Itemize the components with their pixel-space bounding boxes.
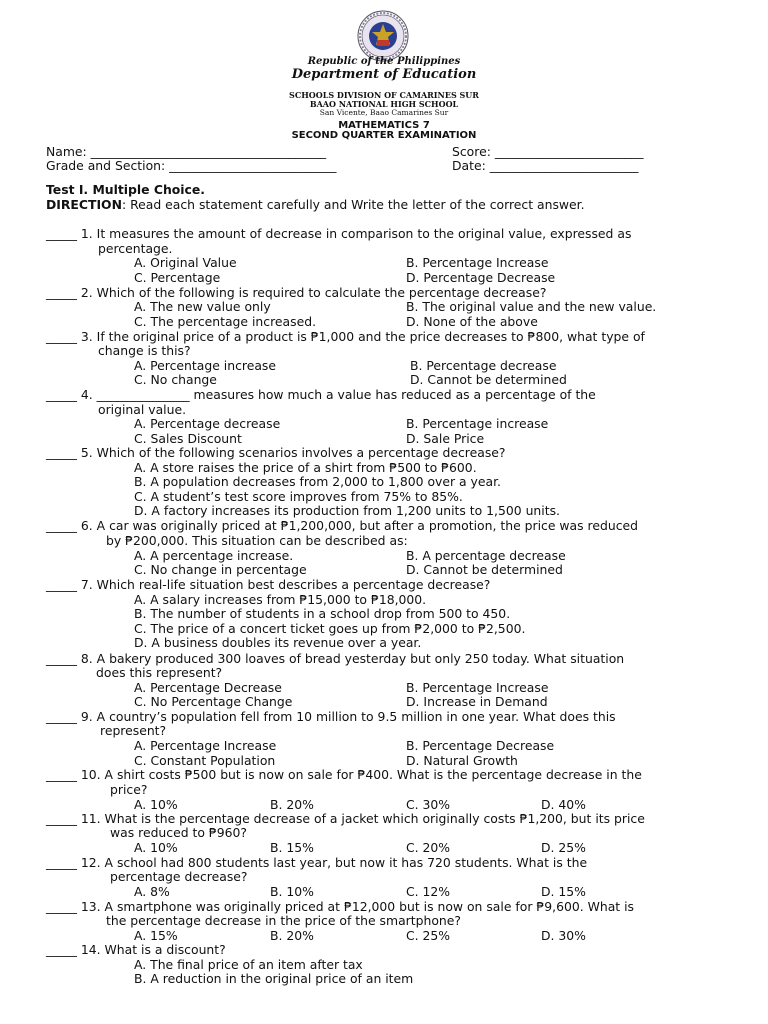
question-13: _____ 13. A smartphone was originally priced at ₱12,000 but is now on sale for ₱9,600. What is <box>46 899 634 914</box>
question-5: _____ 5. Which of the following scenarios involves a percentage decrease? <box>46 445 506 460</box>
question-11-continued: was reduced to ₱960? <box>110 825 248 840</box>
question-9: _____ 9. A country’s population fell from 10 million to 9.5 million in one year. What does this <box>46 709 616 724</box>
question-1: _____ 1. It measures the amount of decrease in comparison to the original value, expressed as <box>46 226 632 241</box>
q8-option-b: B. Percentage Increase <box>406 680 549 695</box>
question-11: _____ 11. What is the percentage decrease of a jacket which originally costs ₱1,200, but its price <box>46 811 645 826</box>
question-13-continued: the percentage decrease in the price of the smartphone? <box>106 913 461 928</box>
q12-option-b: B. 10% <box>270 884 314 899</box>
q5-option-a: A. A store raises the price of a shirt from ₱500 to ₱600. <box>134 460 477 475</box>
q5-option-c: C. A student’s test score improves from 75% to 85%. <box>134 489 463 504</box>
question-4: _____ 4. _______________ measures how much a value has reduced as a percentage of the <box>46 387 596 402</box>
q5-option-b: B. A population decreases from 2,000 to 1,800 over a year. <box>134 474 501 489</box>
q1-option-a: A. Original Value <box>134 255 237 270</box>
q10-option-a: A. 10% <box>134 797 178 812</box>
q13-option-a: A. 15% <box>134 928 178 943</box>
direction <box>46 197 585 212</box>
q8-option-d: D. Increase in Demand <box>406 694 548 709</box>
q10-option-b: B. 20% <box>270 797 314 812</box>
test-title: Test I. Multiple Choice. <box>46 182 205 197</box>
question-6-continued: by ₱200,000. This situation can be described as: <box>106 533 408 548</box>
q7-option-b: B. The number of students in a school drop from 500 to 450. <box>134 606 511 621</box>
q11-option-b: B. 15% <box>270 840 314 855</box>
division-heading: SCHOOLS DIVISION OF CAMARINES SUR <box>289 90 479 100</box>
q6-option-d: D. Cannot be determined <box>406 562 563 577</box>
q10-option-d: D. 40% <box>541 797 586 812</box>
q12-option-d: D. 15% <box>541 884 586 899</box>
question-12: _____ 12. A school had 800 students last year, but now it has 720 students. What is the <box>46 855 588 870</box>
question-8: _____ 8. A bakery produced 300 loaves of bread yesterday but only 250 today. What situation <box>46 651 625 666</box>
question-9-continued: represent? <box>100 723 167 738</box>
grade-section-field: Grade and Section: ___________________________ <box>46 158 337 173</box>
q2-option-d: D. None of the above <box>406 314 538 329</box>
q9-option-d: D. Natural Growth <box>406 753 518 768</box>
question-10-continued: price? <box>110 782 148 797</box>
q9-option-a: A. Percentage Increase <box>134 738 277 753</box>
q11-option-d: D. 25% <box>541 840 586 855</box>
department-heading: Department of Education <box>291 67 477 82</box>
school-heading: BAAO NATIONAL HIGH SCHOOL <box>309 99 459 109</box>
question-3-continued: change is this? <box>98 343 191 358</box>
question-8-continued: does this represent? <box>96 665 223 680</box>
q3-option-b: B. Percentage decrease <box>410 358 557 373</box>
q7-option-c: C. The price of a concert ticket goes up from ₱2,000 to ₱2,500. <box>134 621 526 636</box>
deped-seal-icon <box>357 10 409 62</box>
q4-option-a: A. Percentage decrease <box>134 416 281 431</box>
q2-option-a: A. The new value only <box>134 299 271 314</box>
q14-option-a: A. The final price of an item after tax <box>134 957 363 972</box>
q4-option-b: B. Percentage increase <box>406 416 549 431</box>
q11-option-a: A. 10% <box>134 840 178 855</box>
republic-heading: Republic of the Philippines <box>307 56 461 67</box>
question-4-continued: original value. <box>98 402 187 417</box>
q1-option-d: D. Percentage Decrease <box>406 270 556 285</box>
q4-option-c: C. Sales Discount <box>134 431 242 446</box>
q3-option-c: C. No change <box>134 372 217 387</box>
q12-option-a: A. 8% <box>134 884 170 899</box>
q14-option-b: B. A reduction in the original price of an item <box>134 971 414 986</box>
direction-text: : Read each statement carefully and Write the letter of the correct answer. <box>121 197 585 212</box>
q1-option-c: C. Percentage <box>134 270 221 285</box>
score-field: Score: ________________________ <box>452 144 644 159</box>
q8-option-a: A. Percentage Decrease <box>134 680 282 695</box>
q11-option-c: C. 20% <box>406 840 451 855</box>
question-12-continued: percentage decrease? <box>110 869 248 884</box>
question-6: _____ 6. A car was originally priced at ₱1,200,000, but after a promotion, the price was reduced <box>46 518 638 533</box>
q7-option-d: D. A business doubles its revenue over a year. <box>134 635 422 650</box>
question-2: _____ 2. Which of the following is required to calculate the percentage decrease? <box>46 285 547 300</box>
q2-option-c: C. The percentage increased. <box>134 314 317 329</box>
q9-option-b: B. Percentage Decrease <box>406 738 555 753</box>
q3-option-d: D. Cannot be determined <box>410 372 567 387</box>
question-3: _____ 3. If the original price of a product is ₱1,000 and the price decreases to ₱800, what type of <box>46 329 645 344</box>
date-field: Date: ________________________ <box>452 158 639 173</box>
subject-title: MATHEMATICS 7 <box>338 120 430 131</box>
q13-option-d: D. 30% <box>541 928 586 943</box>
q6-option-a: A. A percentage increase. <box>134 548 294 563</box>
q8-option-c: C. No Percentage Change <box>134 694 293 709</box>
question-1-continued: percentage. <box>98 241 173 256</box>
direction-label: DIRECTION <box>46 197 122 212</box>
q13-option-c: C. 25% <box>406 928 451 943</box>
q12-option-c: C. 12% <box>406 884 451 899</box>
exam-title: SECOND QUARTER EXAMINATION <box>291 130 477 141</box>
q4-option-d: D. Sale Price <box>406 431 485 446</box>
question-10: _____ 10. A shirt costs ₱500 but is now on sale for ₱400. What is the percentage decrease in the <box>46 767 642 782</box>
q2-option-b: B. The original value and the new value. <box>406 299 657 314</box>
q5-option-d: D. A factory increases its production from 1,200 units to 1,500 units. <box>134 503 560 518</box>
q6-option-b: B. A percentage decrease <box>406 548 566 563</box>
q9-option-c: C. Constant Population <box>134 753 276 768</box>
question-14: _____ 14. What is a discount? <box>46 942 226 957</box>
q10-option-c: C. 30% <box>406 797 451 812</box>
q3-option-a: A. Percentage increase <box>134 358 277 373</box>
q1-option-b: B. Percentage Increase <box>406 255 549 270</box>
q13-option-b: B. 20% <box>270 928 314 943</box>
q6-option-c: C. No change in percentage <box>134 562 307 577</box>
name-field: Name: ______________________________________ <box>46 144 327 159</box>
school-address: San Vicente, Baao Camarines Sur <box>319 108 449 117</box>
question-7: _____ 7. Which real-life situation best describes a percentage decrease? <box>46 577 491 592</box>
q7-option-a: A. A salary increases from ₱15,000 to ₱18,000. <box>134 592 427 607</box>
